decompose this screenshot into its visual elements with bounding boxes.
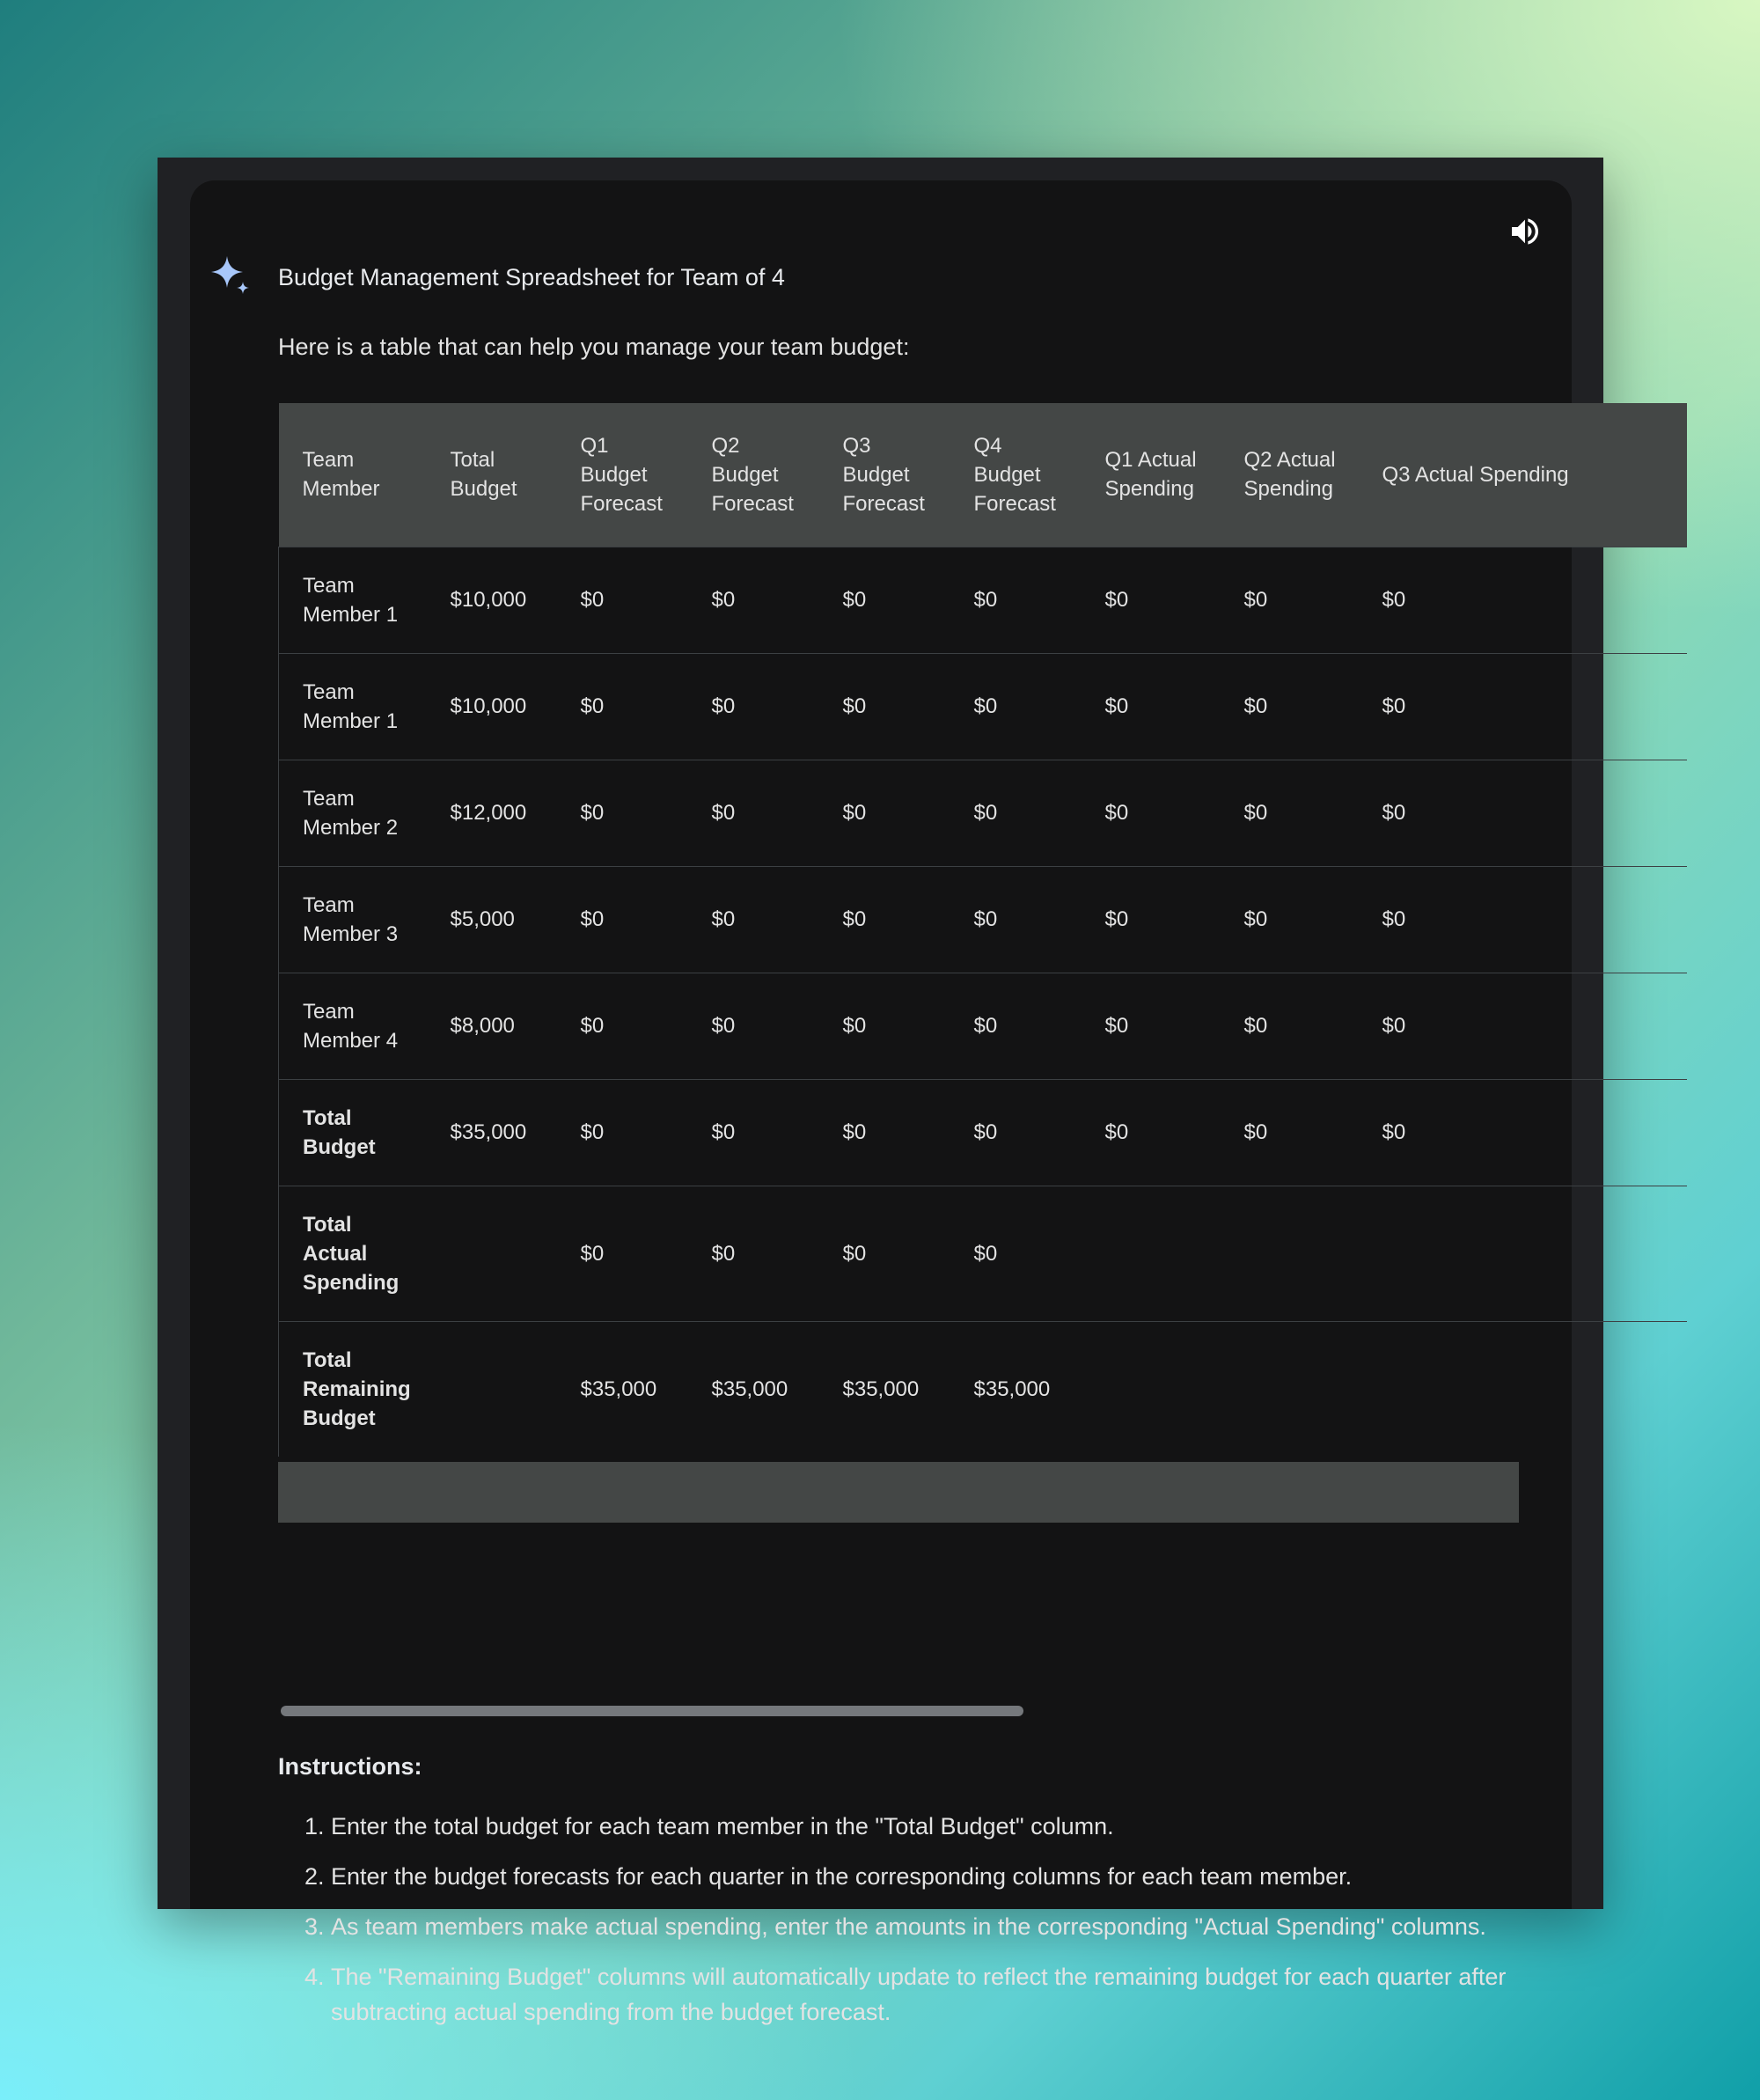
header-q3-actual-spending: Q3 Actual Spending — [1382, 462, 1569, 487]
table-row — [279, 1079, 1687, 1186]
gemini-sparkle-icon — [209, 254, 253, 298]
row-label-cell: Team Member 1 — [279, 653, 427, 760]
table-cell: $12,000 — [427, 760, 557, 866]
table-cell: $0 — [950, 1186, 1082, 1321]
table-cell: $0 — [688, 653, 819, 760]
table-cell: $0 — [819, 760, 950, 866]
table-cell: $0 — [1359, 547, 1687, 653]
table-cell — [427, 1186, 557, 1321]
table-cell — [1359, 1186, 1687, 1321]
instructions-heading: Instructions: — [278, 1753, 422, 1780]
table-cell — [1082, 1186, 1221, 1321]
table-cell: $35,000 — [427, 1079, 557, 1186]
instruction-item: 4. The "Remaining Budget" columns will automatically update to reflect the remaining budget for each quarter after subtracting actual spending from the budget forecast. — [331, 1959, 1545, 2030]
instructions-list — [278, 1809, 1545, 2045]
table-cell: $0 — [950, 866, 1082, 973]
table-cell: $0 — [688, 1186, 819, 1321]
header-q1-actual-spending: Q1 Actual Spending — [1104, 448, 1197, 502]
table-cell: $0 — [557, 1186, 688, 1321]
table-cell: $0 — [688, 1079, 819, 1186]
table-cell: $0 — [819, 1079, 950, 1186]
table-cell: $0 — [1082, 760, 1221, 866]
table-cell: $35,000 — [688, 1321, 819, 1457]
table-cell: $0 — [557, 653, 688, 760]
table-cell: $0 — [1359, 653, 1687, 760]
table-cell: $0 — [557, 547, 688, 653]
table-cell: $0 — [1082, 866, 1221, 973]
header-q3-budget-forecast: Q3 Budget Forecast — [842, 433, 925, 516]
table-cell: $0 — [1221, 653, 1359, 760]
table-cell: $0 — [1221, 547, 1359, 653]
table-cell: $0 — [950, 547, 1082, 653]
intro-text: Here is a table that can help you manage your team budget: — [278, 334, 910, 360]
table-cell — [1221, 1186, 1359, 1321]
table-row — [279, 866, 1687, 973]
table-row — [279, 547, 1687, 653]
table-cell: $0 — [950, 760, 1082, 866]
table-cell: $0 — [557, 973, 688, 1079]
table-cell: $0 — [819, 653, 950, 760]
speaker-icon[interactable] — [1507, 214, 1543, 249]
table-cell: $35,000 — [819, 1321, 950, 1457]
table-cell: $0 — [688, 973, 819, 1079]
response-title: Budget Management Spreadsheet for Team of 4 — [278, 264, 785, 290]
header-q2-actual-spending: Q2 Actual Spending — [1243, 448, 1336, 502]
table-footer — [278, 1462, 1519, 1523]
table-row — [279, 1186, 1687, 1321]
response-card — [190, 180, 1572, 2025]
instruction-item: 3. As team members make actual spending, enter the amounts in the corresponding "Actual Spending" columns. — [331, 1909, 1545, 1944]
row-label-cell: Team Member 4 — [279, 973, 427, 1079]
header-q1-budget-forecast: Q1 Budget Forecast — [580, 433, 663, 516]
table-row — [279, 1321, 1687, 1457]
table-cell: $0 — [819, 547, 950, 653]
table-cell: $0 — [688, 866, 819, 973]
budget-table-container[interactable] — [278, 403, 1569, 1523]
row-label-cell: Team Member 1 — [279, 547, 427, 653]
table-cell: $0 — [950, 973, 1082, 1079]
row-label-cell: Total Remaining Budget — [279, 1321, 427, 1457]
table-cell: $0 — [1082, 547, 1221, 653]
table-cell: $0 — [688, 760, 819, 866]
table-row — [279, 973, 1687, 1079]
header-q4-budget-forecast: Q4 Budget Forecast — [973, 433, 1056, 516]
table-cell: $0 — [819, 973, 950, 1079]
instruction-item: 2. Enter the budget forecasts for each quarter in the corresponding columns for each team member. — [331, 1859, 1545, 1894]
table-cell: $0 — [1359, 760, 1687, 866]
table-cell: $0 — [1359, 1079, 1687, 1186]
table-cell: $35,000 — [557, 1321, 688, 1457]
table-cell: $0 — [1359, 973, 1687, 1079]
table-cell: $0 — [1221, 866, 1359, 973]
instruction-item: 1. Enter the total budget for each team member in the "Total Budget" column. — [331, 1809, 1545, 1844]
table-cell — [427, 1321, 557, 1457]
table-cell: $10,000 — [427, 547, 557, 653]
row-label-cell: Total Budget — [279, 1079, 427, 1186]
table-cell: $0 — [1221, 760, 1359, 866]
table-cell: $0 — [1221, 973, 1359, 1079]
response-window — [158, 158, 1603, 2025]
table-cell — [1082, 1321, 1221, 1457]
header-total-budget: Total Budget — [450, 448, 517, 502]
table-cell: $5,000 — [427, 866, 557, 973]
horizontal-scrollbar[interactable] — [281, 1706, 1023, 1716]
row-label-cell: Team Member 3 — [279, 866, 427, 973]
table-header-row — [279, 403, 1687, 547]
table-cell: $10,000 — [427, 653, 557, 760]
table-cell: $35,000 — [950, 1321, 1082, 1457]
table-cell — [1221, 1321, 1359, 1457]
table-cell — [1359, 1321, 1687, 1457]
table-cell: $0 — [819, 1186, 950, 1321]
header-q2-budget-forecast: Q2 Budget Forecast — [711, 433, 794, 516]
row-label-cell: Total Actual Spending — [279, 1186, 427, 1321]
table-cell: $8,000 — [427, 973, 557, 1079]
table-cell: $0 — [557, 1079, 688, 1186]
table-cell: $0 — [819, 866, 950, 973]
table-cell: $0 — [950, 1079, 1082, 1186]
table-cell: $0 — [950, 653, 1082, 760]
table-cell: $0 — [557, 760, 688, 866]
header-team-member: Team Member — [302, 448, 380, 502]
budget-table — [278, 403, 1687, 1457]
table-row — [279, 760, 1687, 866]
table-cell: $0 — [1082, 1079, 1221, 1186]
table-row — [279, 653, 1687, 760]
table-cell: $0 — [557, 866, 688, 973]
table-cell: $0 — [1082, 653, 1221, 760]
table-cell: $0 — [688, 547, 819, 653]
table-cell: $0 — [1082, 973, 1221, 1079]
table-cell: $0 — [1221, 1079, 1359, 1186]
row-label-cell: Team Member 2 — [279, 760, 427, 866]
table-cell: $0 — [1359, 866, 1687, 973]
